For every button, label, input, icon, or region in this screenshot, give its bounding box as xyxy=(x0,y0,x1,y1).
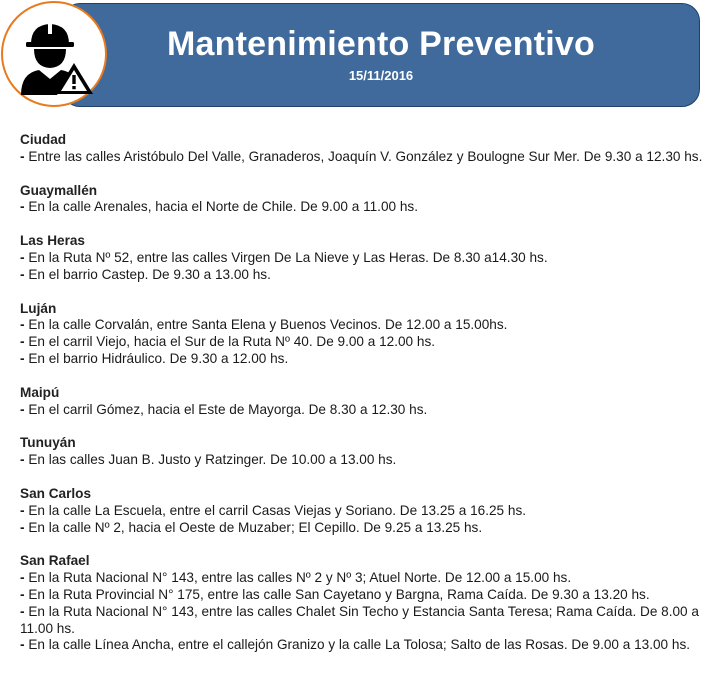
entry-text: En el barrio Hidráulico. De 9.30 a 12.00 hs. xyxy=(28,350,289,366)
list-item xyxy=(20,637,710,654)
list-item xyxy=(20,503,710,520)
bullet-dash: - xyxy=(20,350,29,366)
entry-text: En la Ruta Nacional N° 143, entre las calles Chalet Sin Techo y Estancia Santa Teresa; Rama Caída. De 8.00 a 11.00 hs. xyxy=(20,603,699,636)
section-title: Ciudad xyxy=(20,132,67,147)
bullet-dash: - xyxy=(20,452,29,468)
entry-text: En el carril Viejo, hacia el Sur de la Ruta Nº 40. De 9.00 a 12.00 hs. xyxy=(28,334,436,350)
bullet-dash: - xyxy=(20,249,29,265)
entry-text: En la Ruta Nacional N° 143, entre las calles Nº 2 y Nº 3; Atuel Norte. De 12.00 a 15.00 hs. xyxy=(28,570,572,586)
bullet-dash: - xyxy=(20,519,29,535)
section-san-rafael xyxy=(20,553,710,654)
section-title: Luján xyxy=(20,300,57,316)
section-san-carlos xyxy=(20,486,710,536)
bullet-dash: - xyxy=(20,199,29,215)
list-item xyxy=(20,267,710,284)
list-item xyxy=(20,199,710,216)
entry-text: En la calle Arenales, hacia el Norte de Chile. De 9.00 a 11.00 hs. xyxy=(28,199,418,215)
entry-text: En el barrio Castep. De 9.30 a 13.00 hs. xyxy=(28,266,271,282)
bullet-dash: - xyxy=(20,570,29,586)
list-item xyxy=(20,149,710,166)
list-item xyxy=(20,452,710,469)
entry-text: Entre las calles Aristóbulo Del Valle, Granaderos, Joaquín V. González y Boulogne Sur Mer. De 9.30 a 12.30 hs. xyxy=(28,148,703,164)
entry-text: En el carril Gómez, hacia el Este de Mayorga. De 8.30 a 12.30 hs. xyxy=(28,401,428,417)
entry-text: En la Ruta Provincial N° 175, entre las calle San Cayetano y Bargna, Rama Caída. De 9.30 a 13.20 hs. xyxy=(28,586,650,602)
bullet-dash: - xyxy=(20,603,29,619)
list-item xyxy=(20,520,710,537)
page-date: 15/11/2016 xyxy=(348,68,414,83)
entry-text: En las calles Juan B. Justo y Ratzinger. De 10.00 a 13.00 hs. xyxy=(28,452,397,468)
worker-warning-icon xyxy=(17,17,95,95)
entry-text: En la calle Nº 2, hacia el Oeste de Muzaber; El Cepillo. De 9.25 a 13.25 hs. xyxy=(28,519,483,535)
section-title: Las Heras xyxy=(20,233,85,249)
bullet-dash: - xyxy=(20,401,29,417)
bullet-dash: - xyxy=(20,586,29,602)
list-item xyxy=(20,570,710,587)
section-title: San Rafael xyxy=(20,553,90,569)
section-title: Guaymallén xyxy=(20,182,98,198)
bullet-dash: - xyxy=(20,317,29,333)
section-tunuyán xyxy=(20,435,710,469)
bullet-dash: - xyxy=(20,637,29,653)
maintenance-list xyxy=(20,132,710,671)
section-ciudad xyxy=(20,132,710,166)
logo-circle xyxy=(1,1,107,107)
entry-text: En la calle Línea Ancha, entre el callejón Granizo y la calle La Tolosa; Salto de las Rosas. De 9.00 a 13.00 hs. xyxy=(28,637,691,653)
section-title: San Carlos xyxy=(20,485,92,501)
section-title: Tunuyán xyxy=(20,435,76,451)
list-item xyxy=(20,402,710,419)
list-item xyxy=(20,250,710,267)
section-maipú xyxy=(20,385,710,419)
list-item xyxy=(20,604,710,638)
section-guaymallén xyxy=(20,183,710,217)
entry-text: En la calle La Escuela, entre el carril Casas Viejas y Soriano. De 13.25 a 16.25 hs. xyxy=(28,502,527,518)
bullet-dash: - xyxy=(20,334,29,350)
bullet-dash: - xyxy=(20,148,29,164)
section-title: Maipú xyxy=(20,384,60,400)
bullet-dash: - xyxy=(20,266,29,282)
bullet-dash: - xyxy=(20,502,29,518)
entry-text: En la Ruta Nº 52, entre las calles Virgen De La Nieve y Las Heras. De 8.30 a14.30 hs. xyxy=(28,249,548,265)
list-item xyxy=(20,317,710,334)
section-luján xyxy=(20,301,710,368)
list-item xyxy=(20,351,710,368)
list-item xyxy=(20,334,710,351)
page-title: Mantenimiento Preventivo xyxy=(167,25,595,63)
entry-text: En la calle Corvalán, entre Santa Elena y Buenos Vecinos. De 12.00 a 15.00hs. xyxy=(28,317,508,333)
section-las-heras xyxy=(20,233,710,283)
list-item xyxy=(20,587,710,604)
